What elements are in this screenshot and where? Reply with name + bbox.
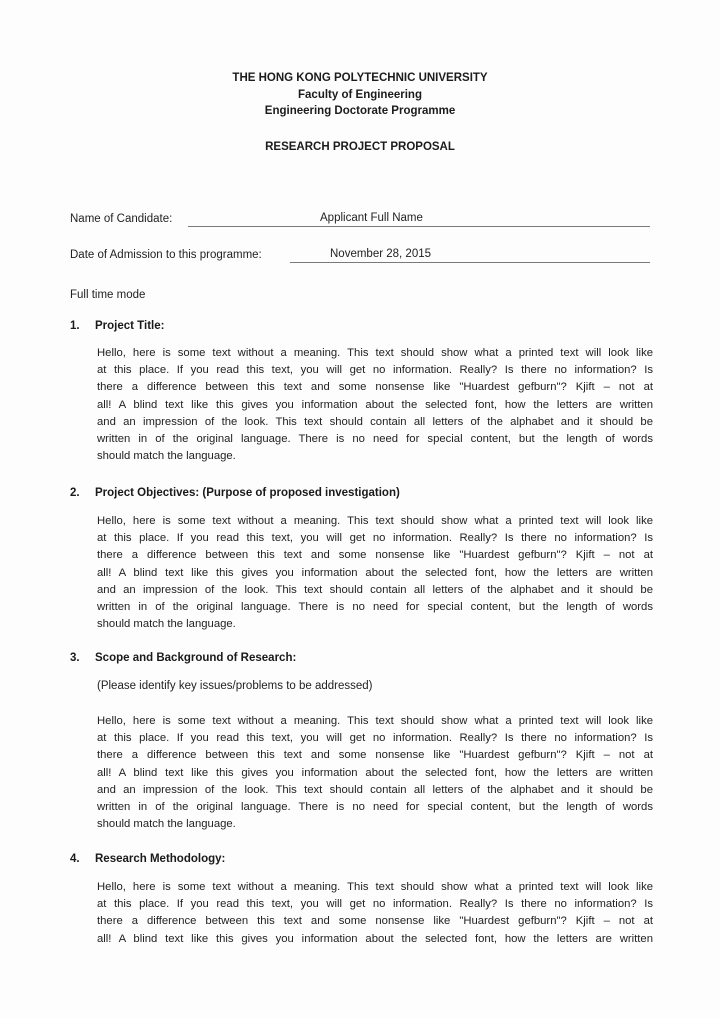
section-body-scope-background xyxy=(97,713,653,833)
body-line: written in of the original language. There is no need for special content, but the length of words xyxy=(97,601,653,614)
body-line: all! A blind text like this gives you information about the selected font, how the letters are written xyxy=(97,566,653,579)
body-line: should match the language. xyxy=(97,818,236,831)
body-line: written in of the original language. There is no need for special content, but the length of words xyxy=(97,801,653,814)
body-line: written in of the original language. There is no need for special content, but the length of words xyxy=(97,433,653,446)
faculty-name: Faculty of Engineering xyxy=(298,88,422,101)
study-mode: Full time mode xyxy=(70,289,146,301)
section-body-project-objectives xyxy=(97,513,653,633)
body-line: at this place. If you read this text, you will get no information. Really? Is there no information? Is xyxy=(97,898,653,911)
section-title: Project Title: xyxy=(95,320,165,332)
section-title: Project Objectives: (Purpose of proposed investigation) xyxy=(95,487,400,499)
body-line: at this place. If you read this text, you will get no information. Really? Is there no information? Is xyxy=(97,732,653,745)
section-heading-scope-background xyxy=(70,652,296,664)
body-line: there a difference between this text and some nonsense like "Huardest gefburn"? Kjift – not at xyxy=(97,381,653,394)
programme-name: Engineering Doctorate Programme xyxy=(264,105,456,117)
admission-date-value: November 28, 2015 xyxy=(330,248,432,260)
body-line: and an impression of the look. This text should contain all letters of the alphabet and it should be xyxy=(97,783,653,796)
candidate-name-label: Name of Candidate: xyxy=(70,213,173,225)
section-body-project-title xyxy=(97,345,653,465)
body-line: all! A blind text like this gives you information about the selected font, how the letters are written xyxy=(97,766,653,779)
section-number: 3. xyxy=(70,652,80,664)
body-line: there a difference between this text and some nonsense like "Huardest gefburn"? Kjift – not at xyxy=(97,749,653,762)
body-line: and an impression of the look. This text should contain all letters of the alphabet and it should be xyxy=(97,415,653,428)
section-body-research-methodology xyxy=(97,879,653,948)
university-name: THE HONG KONG POLYTECHNIC UNIVERSITY xyxy=(232,72,488,84)
body-line: Hello, here is some text without a meaning. This text should show what a printed text will look like xyxy=(97,515,653,527)
body-line: there a difference between this text and some nonsense like "Huardest gefburn"? Kjift – not at xyxy=(97,549,653,562)
body-line: Hello, here is some text without a meaning. This text should show what a printed text will look like xyxy=(97,347,653,359)
section-number: 2. xyxy=(70,487,80,499)
candidate-name-value: Applicant Full Name xyxy=(320,212,423,224)
section-heading-project-title xyxy=(70,320,164,332)
body-line: there a difference between this text and some nonsense like "Huardest gefburn"? Kjift – not at xyxy=(97,915,653,928)
section-title: Scope and Background of Research: xyxy=(95,652,297,664)
body-line: should match the language. xyxy=(97,618,236,631)
document-header xyxy=(0,70,720,155)
candidate-name-field[interactable] xyxy=(188,212,650,227)
section-number: 4. xyxy=(70,853,80,865)
body-line: all! A blind text like this gives you information about the selected font, how the letters are written xyxy=(97,932,653,945)
body-line: Hello, here is some text without a meaning. This text should show what a printed text will look like xyxy=(97,881,653,893)
section-note: (Please identify key issues/problems to be addressed) xyxy=(97,680,373,692)
body-line: and an impression of the look. This text should contain all letters of the alphabet and it should be xyxy=(97,583,653,596)
body-line: at this place. If you read this text, you will get no information. Really? Is there no information? Is xyxy=(97,364,653,377)
section-title: Research Methodology: xyxy=(95,853,226,865)
admission-date-label: Date of Admission to this programme: xyxy=(70,249,262,261)
section-number: 1. xyxy=(70,320,80,332)
body-line: at this place. If you read this text, you will get no information. Really? Is there no information? Is xyxy=(97,532,653,545)
body-line: all! A blind text like this gives you information about the selected font, how the letters are written xyxy=(97,398,653,411)
document-title: RESEARCH PROJECT PROPOSAL xyxy=(265,140,455,153)
body-line: Hello, here is some text without a meaning. This text should show what a printed text will look like xyxy=(97,715,653,727)
section-heading-research-methodology xyxy=(70,853,225,865)
section-heading-project-objectives xyxy=(70,487,400,499)
admission-date-field[interactable] xyxy=(290,248,650,263)
body-line: should match the language. xyxy=(97,450,236,463)
